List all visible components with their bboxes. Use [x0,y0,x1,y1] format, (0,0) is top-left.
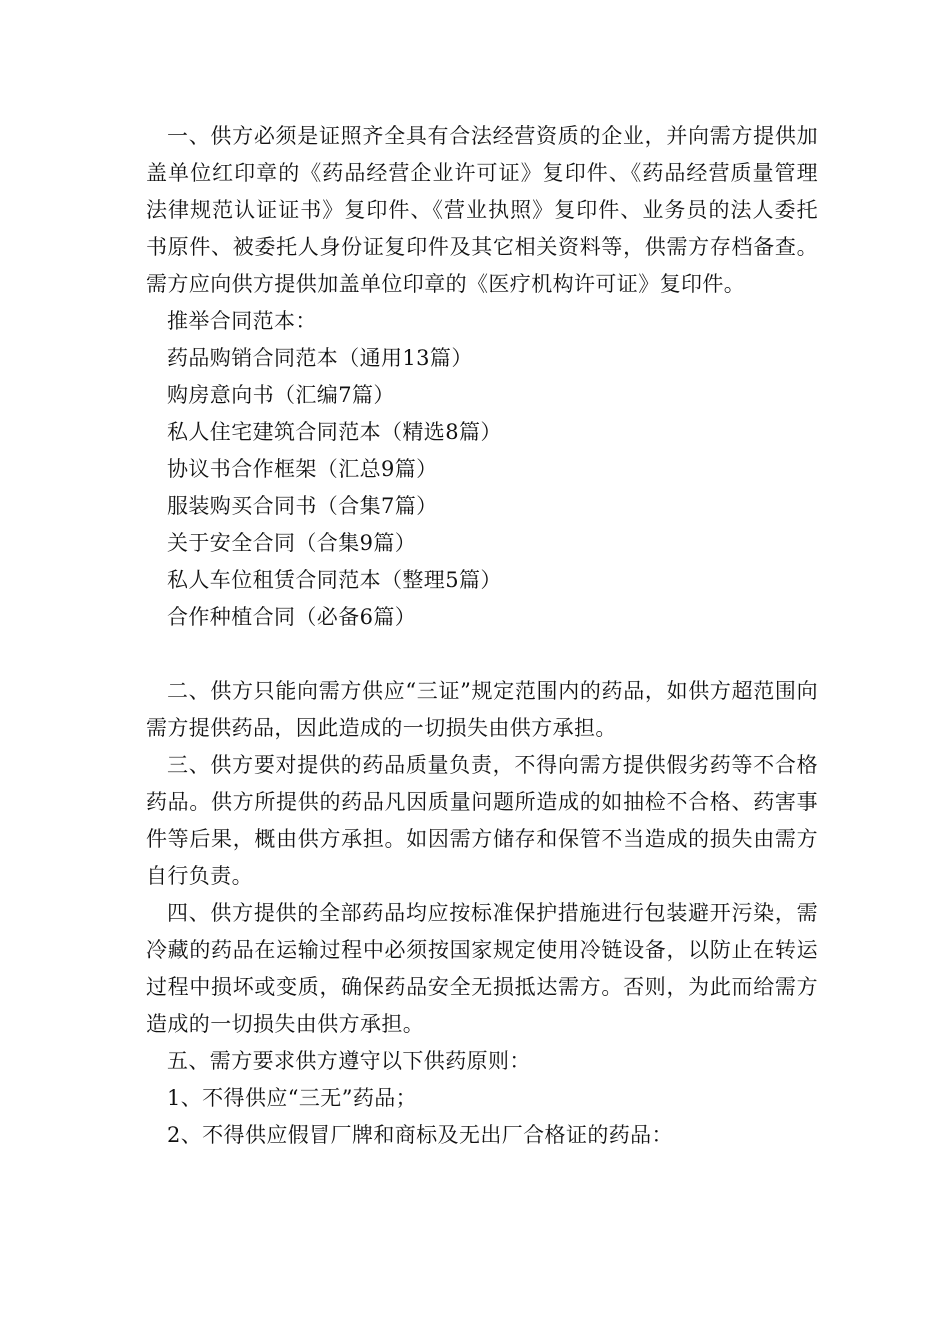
clause-1-paragraph: 一、供方必须是证照齐全具有合法经营资质的企业，并向需方提供加盖单位红印章的《药品经营企业许可证》复印件、《药品经营质量管理法律规范认证证书》复印件、《营业执照》复印件、业务员的法人委托书原件、被委托人身份证复印件及其它相关资料等，供需方存档备查。需方应向供方提供加盖单位印章的《医疗机构许可证》复印件。 [146,124,818,296]
clause-3-paragraph: 三、供方要对提供的药品质量负责，不得向需方提供假劣药等不合格药品。供方所提供的药品凡因质量问题所造成的如抽检不合格、药害事件等后果，概由供方承担。如因需方储存和保管不当造成的损失由需方自行负责。 [146,753,818,888]
rule-2-line: 2、不得供应假冒厂牌和商标及无出厂合格证的药品： [167,1123,673,1147]
recommend-link-2[interactable]: 购房意向书（汇编7篇） [167,383,395,407]
clause-5-paragraph: 五、需方要求供方遵守以下供药原则： [167,1049,531,1073]
recommend-link-3[interactable]: 私人住宅建筑合同范本（精选8篇） [167,420,502,444]
recommend-link-6[interactable]: 关于安全合同（合集9篇） [167,531,417,555]
recommend-link-5[interactable]: 服装购买合同书（合集7篇） [167,494,438,518]
recommend-link-7[interactable]: 私人车位租赁合同范本（整理5篇） [167,568,502,592]
rule-1-line: 1、不得供应“三无”药品； [167,1086,418,1110]
clause-2-paragraph: 二、供方只能向需方供应“三证”规定范围内的药品，如供方超范围向需方提供药品，因此造成的一切损失由供方承担。 [146,679,818,740]
recommend-link-4[interactable]: 协议书合作框架（汇总9篇） [167,457,438,481]
document-body [146,118,818,1154]
clause-4-paragraph: 四、供方提供的全部药品均应按标准保护措施进行包装避开污染，需冷藏的药品在运输过程中必须按国家规定使用冷链设备，以防止在转运过程中损坏或变质，确保药品安全无损抵达需方。否则，为此而给需方造成的一切损失由供方承担。 [146,901,818,1036]
recommend-link-1[interactable]: 药品购销合同范本（通用13篇） [167,346,473,370]
paragraph-spacer [146,636,818,673]
recommend-heading: 推举合同范本： [167,309,317,333]
recommend-link-8[interactable]: 合作种植合同（必备6篇） [167,605,417,629]
